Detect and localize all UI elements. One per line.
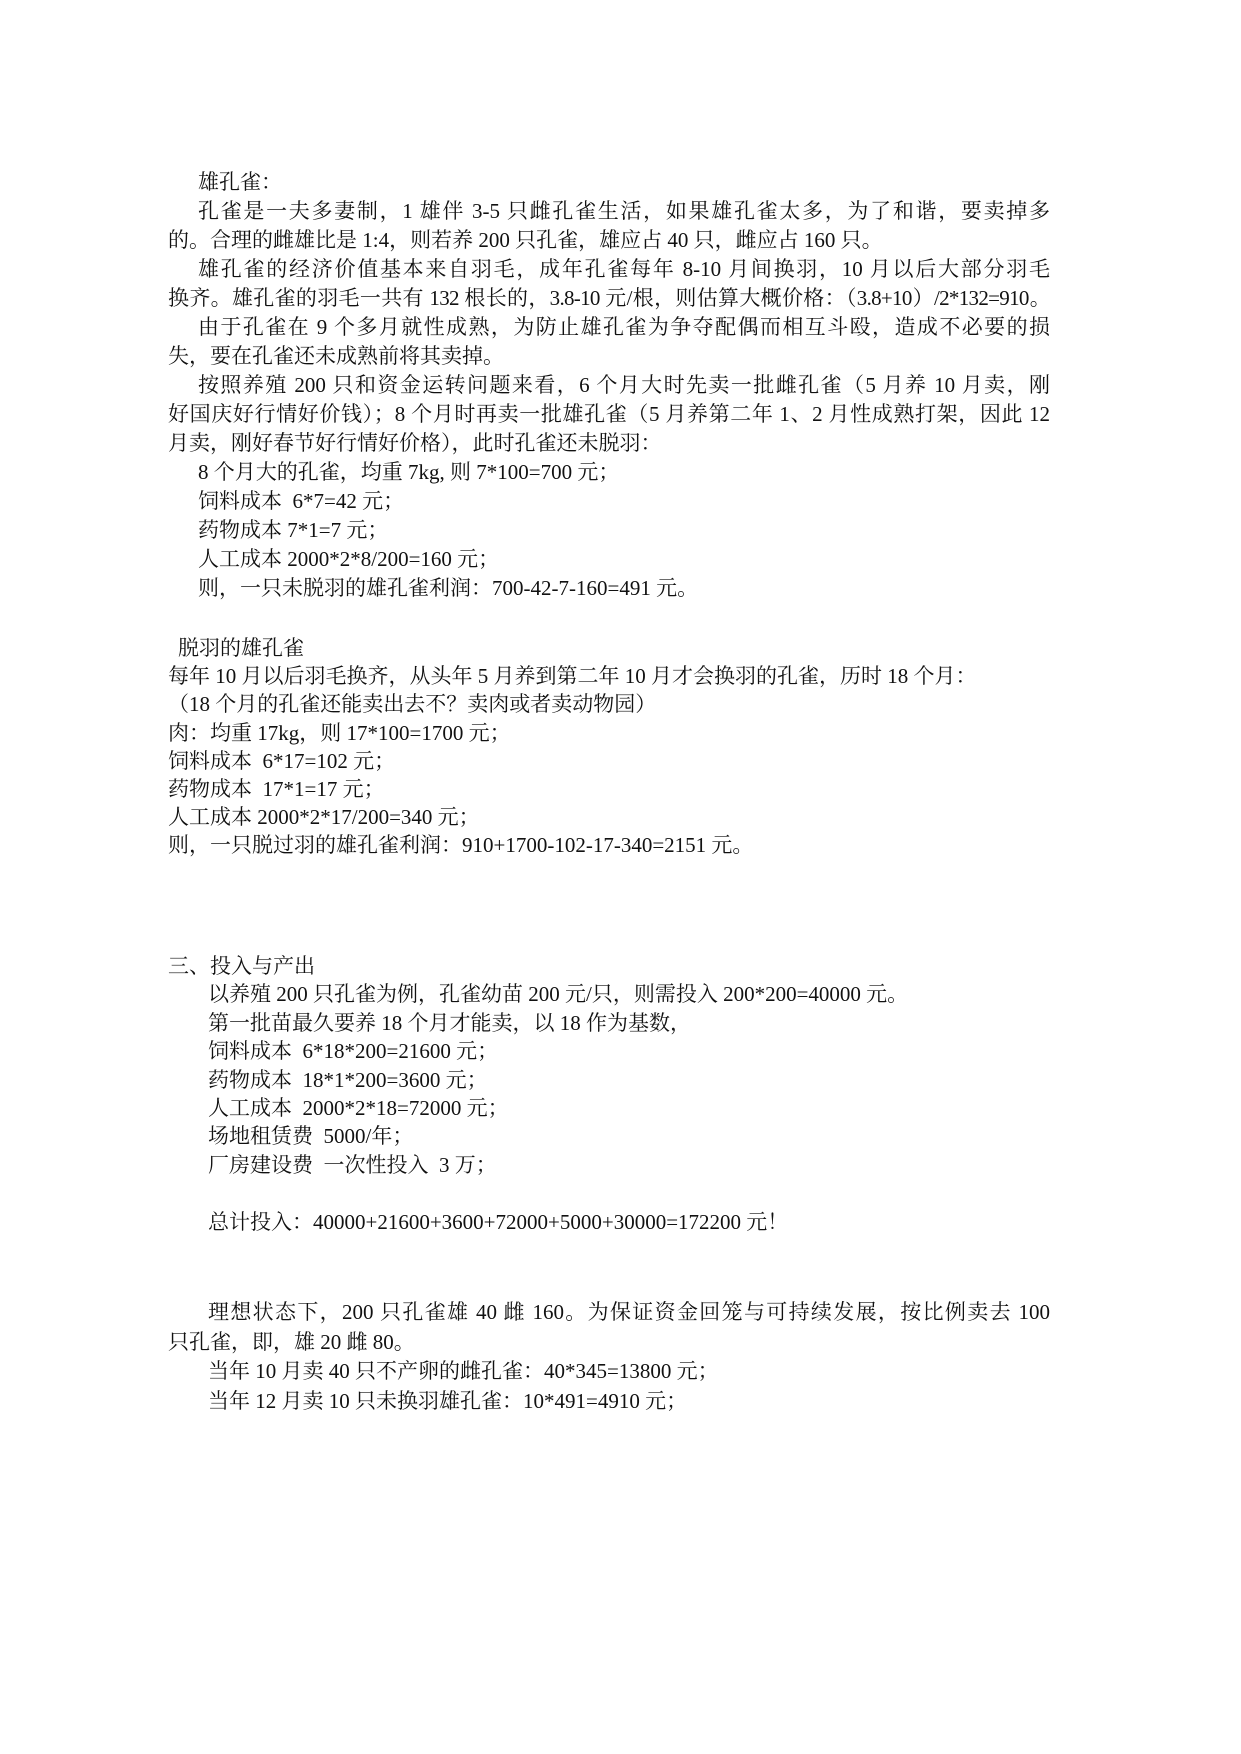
paragraph-line: 雄孔雀的经济价值基本来自羽毛，成年孔雀每年 8-10 月间换羽，10 月以后大部分羽毛 [198, 257, 1050, 281]
paragraph-line: 按照养殖 200 只和资金运转问题来看，6 个月大时先卖一批雌孔雀（5 月养 10 月卖，刚 [198, 373, 1050, 397]
section-ideal-state [168, 1298, 1050, 1417]
calc-result-line: 则，一只未脱羽的雄孔雀利润：700-42-7-160=491 元。 [198, 576, 699, 600]
paragraph-line: 孔雀是一夫多妻制，1 雄伴 3-5 只雌孔雀生活，如果雄孔雀太多，为了和谐，要卖掉多 [198, 199, 1050, 223]
paragraph-line: 失，要在孔雀还未成熟前将其卖掉。 [168, 344, 504, 368]
total-investment-line: 总计投入：40000+21600+3600+72000+5000+30000=172200 元！ [208, 1209, 789, 1234]
section-heading-male-peacock: 雄孔雀： [198, 170, 282, 194]
section-male-peacock [168, 168, 1050, 603]
paragraph-line: 每年 10 月以后羽毛换齐，从头年 5 月养到第二年 10 月才会换羽的孔雀，历时 18 个月： [168, 664, 977, 689]
calc-line: 饲料成本 6*17=102 元； [168, 748, 396, 773]
sales-line: 当年 10 月卖 40 只不产卵的雌孔雀：40*345=13800 元； [208, 1359, 719, 1384]
calc-line: 药物成本 17*1=17 元； [168, 776, 385, 801]
section-heading-molted: 脱羽的雄孔雀 [178, 636, 304, 660]
sales-line: 当年 12 月卖 10 只未换羽雄孔雀：10*491=4910 元； [208, 1389, 688, 1414]
paragraph-line: 的。合理的雌雄比是 1:4，则若养 200 只孔雀，雄应占 40 只，雌应占 160 只。 [168, 228, 883, 252]
calc-line: 人工成本 2000*2*17/200=340 元； [168, 805, 480, 830]
calc-line: 肉：均重 17kg，则 17*100=1700 元； [168, 720, 511, 745]
section-molted-male-peacock [168, 634, 1050, 860]
paragraph-line: 好国庆好行情好价钱）；8 个月时再卖一批雄孔雀（5 月养第二年 1、2 月性成熟打架，因此 12 [168, 402, 1050, 426]
paragraph-line: 第一批苗最久要养 18 个月才能卖，以 18 作为基数， [208, 1010, 691, 1035]
cost-line: 厂房建设费 一次性投入 3 万； [208, 1152, 497, 1177]
cost-line: 场地租赁费 5000/年； [208, 1124, 414, 1149]
paragraph-line: 只孔雀，即，雄 20 雌 80。 [168, 1329, 415, 1354]
section-heading-input-output: 三、投入与产出 [168, 954, 315, 978]
cost-line: 人工成本 2000*2*18=72000 元； [208, 1095, 509, 1120]
paragraph-line: 月卖，刚好春节好行情好价格），此时孔雀还未脱羽： [168, 431, 662, 455]
paragraph-line: 理想状态下，200 只孔雀雄 40 雌 160。为保证资金回笼与可持续发展，按比例卖去 100 [208, 1300, 1050, 1324]
cost-line: 药物成本 18*1*200=3600 元； [208, 1067, 488, 1092]
paragraph-line: 以养殖 200 只孔雀为例，孔雀幼苗 200 元/只，则需投入 200*200=40000 元。 [208, 982, 909, 1007]
calc-line: 药物成本 7*1=7 元； [198, 518, 389, 542]
paragraph-line: 由于孔雀在 9 个多月就性成熟，为防止雄孔雀为争夺配偶而相互斗殴，造成不必要的损 [198, 315, 1050, 339]
section-input-output [168, 952, 1050, 1236]
paragraph-line: 换齐。雄孔雀的羽毛一共有 132 根长的，3.8-10 元/根，则估算大概价格：（3.8+10）/2*132=910。 [168, 286, 1050, 310]
calc-result-line: 则，一只脱过羽的雄孔雀利润：910+1700-102-17-340=2151 元。 [168, 833, 754, 858]
paragraph-line: （18 个月的孔雀还能卖出去不？卖肉或者卖动物园） [168, 692, 657, 717]
calc-line: 饲料成本 6*7=42 元； [198, 489, 405, 513]
cost-line: 饲料成本 6*18*200=21600 元； [208, 1039, 499, 1064]
calc-line: 人工成本 2000*2*8/200=160 元； [198, 547, 500, 571]
calc-line: 8 个月大的孔雀，均重 7kg, 则 7*100=700 元； [198, 460, 620, 484]
blank-line [168, 1179, 1050, 1207]
